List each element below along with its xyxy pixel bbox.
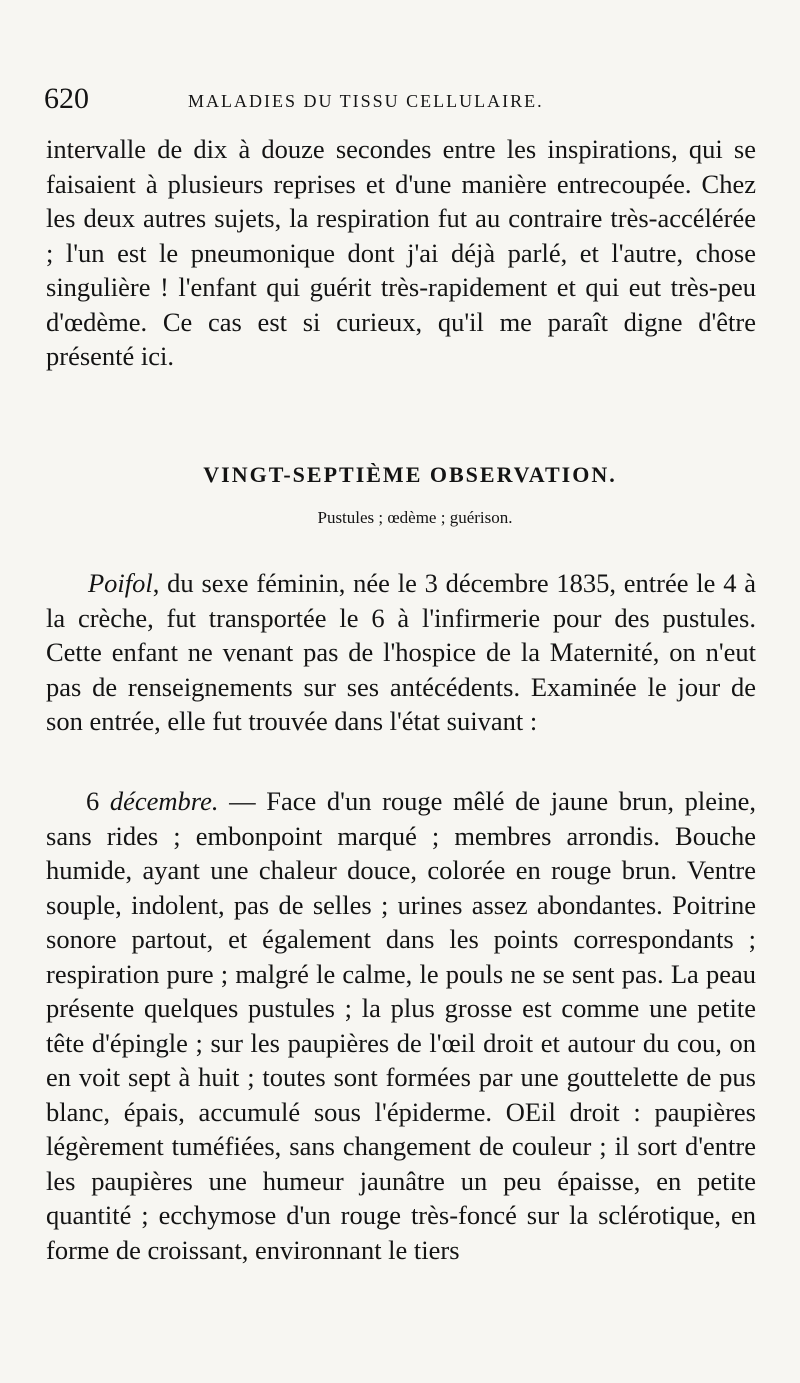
observation-subtitle: Pustules ; œdème ; guérison. bbox=[317, 508, 513, 527]
running-title: MALADIES DU TISSU CELLULAIRE. bbox=[188, 91, 544, 111]
page-number: 620 bbox=[44, 82, 89, 115]
patient-name: Poifol bbox=[88, 568, 153, 598]
entry-month: décembre. bbox=[109, 786, 219, 816]
observation-title: VINGT-SEPTIÈME OBSERVATION. bbox=[203, 462, 617, 487]
observation-intro-text: , du sexe féminin, née le 3 décembre 1835, entrée le 4 à la crèche, fut transportée le 6 à l'infirmerie pour des pustules. Cette enfant ne venant pas de l'hospice de la Maternité, on n'eut pas de renseignements sur ses antécédents. Examinée le jour de son entrée, elle fut trouvée dans l'état suivant : bbox=[46, 568, 756, 736]
entry-day: 6 bbox=[86, 786, 100, 816]
entry-text: — Face d'un rouge mêlé de jaune brun, pleine, sans rides ; embonpoint marqué ; membres arrondis. Bouche humide, ayant une chaleur douce, colorée en rouge brun. Ventre souple, indolent, pas de selles ; urines assez abondantes. Poitrine sonore partout, et également dans les points correspondants ; respiration pure ; malgré le calme, le pouls ne se sent pas. La peau présente quelques pustules ; la plus grosse est comme une petite tête d'épingle ; sur les paupières de l'œil droit et autour du cou, on en voit sept à huit ; toutes sont formées par une gouttelette de pus blanc, épais, accumulé sous l'épiderme. OEil droit : paupières légèrement tuméfiées, sans changement de couleur ; il sort d'entre les paupières une humeur jaunâtre un peu épaisse, en petite quantité ; ecchymose d'un rouge très-foncé sur la sclérotique, en forme de croissant, environnant le tiers bbox=[46, 786, 756, 1265]
paragraph-continuation: intervalle de dix à douze secondes entre les inspirations, qui se faisaient à plusieurs reprises et d'une manière entrecoupée. Chez les deux autres sujets, la respiration fut au contraire très-accélérée ; l'un est le pneumonique dont j'ai déjà parlé, et l'autre, chose singulière ! l'enfant qui guérit très-rapidement et qui eut très-peu d'œdème. Ce cas est si curieux, qu'il me paraît digne d'être présenté ici. bbox=[46, 134, 756, 371]
observation-day-paragraph bbox=[46, 784, 756, 1267]
observation-intro-paragraph bbox=[46, 566, 756, 739]
page-header bbox=[44, 82, 740, 122]
